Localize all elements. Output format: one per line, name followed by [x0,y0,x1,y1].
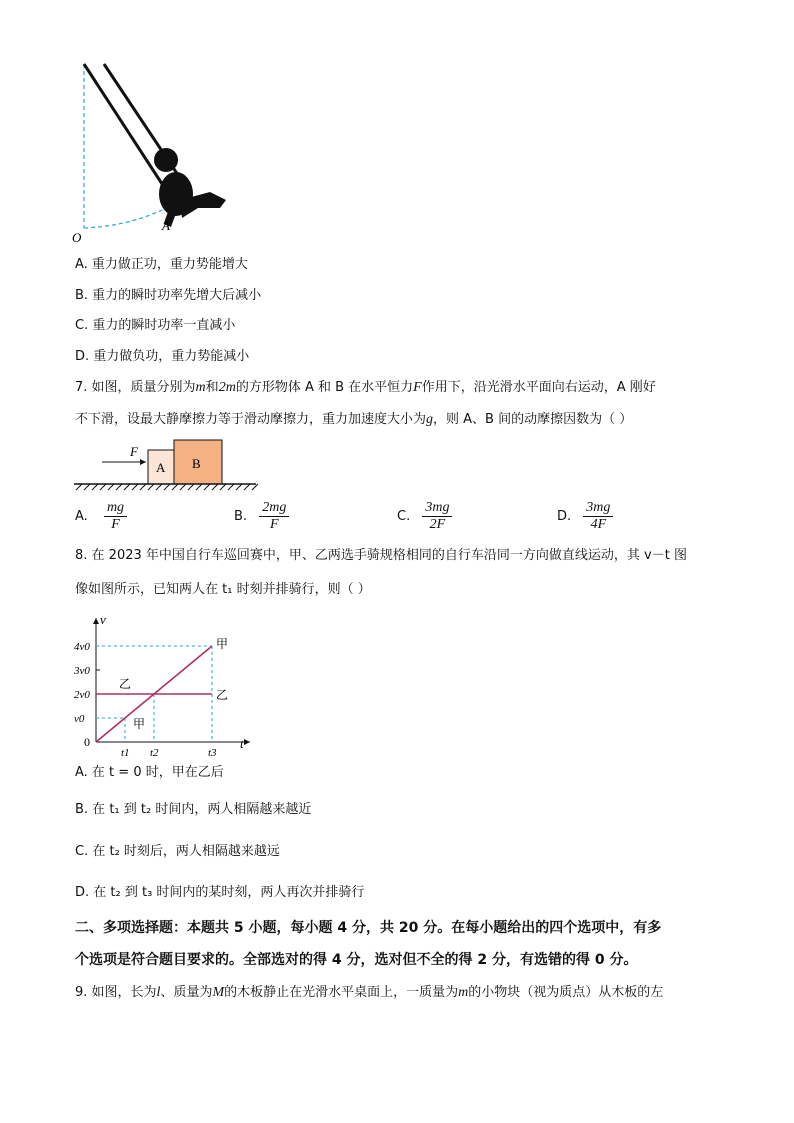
arc-path [84,208,166,228]
q8-option-c: C. 在 t₂ 时刻后，两人相隔越来越远 [75,844,280,859]
label-A: A [162,218,170,233]
series-annotation: 乙 [216,688,229,702]
q8-stem-line2: 像如图所示，已知两人在 t₁ 时刻并排骑行，则（ ） [75,582,371,597]
q7-stem-line2: 不下滑，设最大静摩擦力等于滑动摩擦力，重力加速度大小为g，则 A、B 间的动摩擦因数为（ ） [75,412,633,427]
q6-option-d: D. 重力做负功，重力势能减小 [75,349,250,364]
label-block-a: A [156,460,166,475]
q7-option-d: D. $\frac{3mg}{4F}$ [557,500,613,533]
q8-option-a: A. 在 t = 0 时，甲在乙后 [75,765,224,780]
label-block-b: B [192,456,201,471]
label-F: F [130,444,138,459]
q9-stem-line1: 9. 如图，长为l、质量为M的木板静止在光滑水平桌面上，一质量为m的小物块（视为质点）从木板的左 [75,985,664,1000]
q6-option-b: B. 重力的瞬时功率先增大后减小 [75,288,262,303]
series-annotation: 甲 [133,717,146,731]
q7-option-b: B. $\frac{2mg}{F}$ [234,500,289,533]
series-annotation: 甲 [216,637,229,651]
y-tick-label: 4v0 [74,641,90,653]
series-annotation: 乙 [119,677,132,691]
x-tick-label: t3 [208,747,217,759]
ground-hatching [76,484,258,490]
vt-chart [70,612,260,760]
q6-option-c: C. 重力的瞬时功率一直减小 [75,318,236,333]
q7-stem-line1: 7. 如图，质量分别为m和2m的方形物体 A 和 B 在水平恒力F作用下，沿光滑水平面向右运动，A 刚好 [75,380,656,395]
section2-heading-line1: 二、多项选择题：本题共 5 小题，每小题 4 分，共 20 分。在每小题给出的四个选项中，有多 [75,920,662,936]
origin-label: 0 [84,735,90,749]
q6-option-a: A. 重力做正功，重力势能增大 [75,257,248,272]
x-axis-label: t [240,736,244,751]
swing-figure [70,60,240,250]
section2-heading-line2: 个选项是符合题目要求的。全部选对的得 4 分，选对但不全的得 2 分，有选错的得 0 分。 [75,952,638,968]
x-tick-label: t1 [121,747,130,759]
force-arrow-head-icon [140,459,146,465]
q8-stem-line1: 8. 在 2023 年中国自行车巡回赛中，甲、乙两选手骑规格相同的自行车沿同一方向做直线运动，其 v－t 图 [75,548,687,563]
y-tick-label: 2v0 [74,689,90,701]
y-axis-label: v [100,612,106,627]
q8-option-d: D. 在 t₂ 到 t₃ 时间内的某时刻，两人再次并排骑行 [75,885,365,900]
label-O: O [72,230,82,245]
y-tick-label: v0 [74,713,85,725]
y-tick-label: 3v0 [74,665,90,677]
q7-blocks-figure [70,436,270,494]
q8-option-b: B. 在 t₁ 到 t₂ 时间内，两人相隔越来越近 [75,802,312,817]
swing-rope-1 [84,64,166,190]
x-tick-label: t2 [150,747,159,759]
q7-option-c: C. $\frac{3mg}{2F}$ [397,500,452,533]
q7-option-a: A. $\frac{mg}{F}$ [75,500,127,533]
child-silhouette-icon [154,148,226,227]
